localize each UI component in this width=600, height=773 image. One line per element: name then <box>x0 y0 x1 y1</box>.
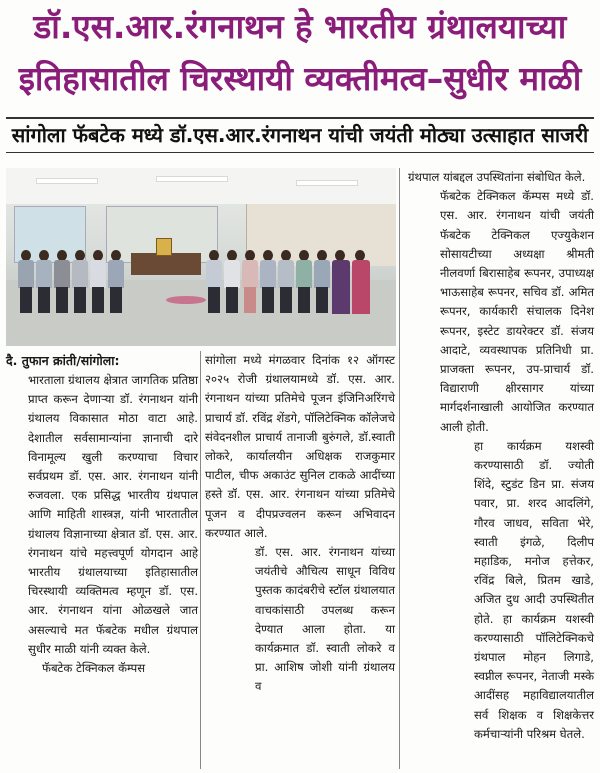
photo-person <box>206 250 222 316</box>
article-paragraph: फॅबटेक टेक्निकल कॅम्पस <box>42 661 146 676</box>
divider <box>6 117 594 119</box>
photo-portrait <box>156 238 172 256</box>
article-paragraph: डॉ. एस. आर. रंगनाथन यांच्या जयंतीचे औचित्य साधून विविध पुस्तक कादंबरीचे स्टॉल ग्रंथालयात वाचकांसाठी उपलब्ध करून देण्यात आला होता. या कार्यक्रमात डॉ. स्वाती लोकरे व प्रा. आशिष जोशी यांनी ग्रंथालय व <box>255 545 395 694</box>
photo-person <box>36 250 52 316</box>
divider <box>6 152 594 153</box>
photo-person <box>242 250 258 316</box>
photo-table <box>131 253 201 275</box>
article-paragraph: फॅबटेक टेक्निकल कॅम्पस मध्ये डॉ. एस. आर. रंगनाथन यांची जयंती फॅबटेक टेक्निकल एज्युकेशन सोसायटीच्या अध्यक्षा श्रीमती नीलवर्णा बिरासाहेब रूपनर, उपाध्यक्ष भाऊसाहेब रूपनर, सचिव डॉ. अमित रूपनर, कार्यकारी संचालक दिनेश रूपनर, इस्टेट डायरेक्टर डॉ. संजय आदाटे, व्यवस्थापक प्रतिनिधी प्रा. प्राजक्ता रूपनर, उप-प्राचार्य डॉ. विद्याराणी क्षीरसागर यांच्या मार्गदर्शनाखाली आयोजित करण्यात आली होती. <box>440 189 594 434</box>
headline-line-2: इतिहासातील चिरस्थायी व्यक्तीमत्व–सुधीर माळी <box>18 59 582 98</box>
photo-person <box>278 250 294 316</box>
event-photo <box>6 168 396 346</box>
photo-person <box>90 250 106 316</box>
photo-light <box>296 180 358 186</box>
photo-person <box>314 250 330 316</box>
article-paragraph: सांगोला मध्ये मंगळवार दिनांक १२ ऑगस्ट २०२५ रोजी ग्रंथालयामध्ये डॉ. एस. आर. रंगनाथन यांच्या प्रतिमेचे पूजन इंजिनिअरिंगचे प्राचार्य डॉ. रविंद्र शेंडगे, पॉलिटेक्निक कॉलेजचे संवेदनशील प्राचार्य तानाजी बुरुंगले, डॉ.स्वाती लोकरे, कार्यालयीन अधिक्षक राजकुमार पाटील, चीफ अकाउंट सुनिल टाकळे आदींच्या हस्ते डॉ. एस. आर. रंगनाथन यांच्या प्रतिमेचे पूजन व दीपप्रज्वलन करून अभिवादन करण्यात आले. <box>205 353 395 540</box>
photo-person <box>18 250 34 316</box>
article-column-1 <box>6 351 198 678</box>
article-paragraph: भारताला ग्रंथालय क्षेत्रात जागतिक प्रतिष्ठा प्राप्त करून देणाऱ्या डॉ. रंगनाथन यांनी ग्रंथालय विकासात मोठा वाटा आहे. देशातील सर्वसामान्यांना ज्ञानाची दारे विनामूल्य खुली करण्याचा विचार सर्वप्रथम डॉ. एस. आर. रंगनाथन यांनी रुजवला. एक प्रसिद्ध भारतीय ग्रंथपाल आणि माहिती शास्त्रज्ञ, यांनी भारतातील ग्रंथालय विज्ञानाच्या क्षेत्रात डॉ. एस. आर. रंगनाथन यांचे महत्त्वपूर्ण योगदान आहे भारतीय ग्रंथालयाच्या इतिहासातील चिरस्थायी व्यक्तिमत्व म्हणून डॉ. एस. आर. रंगनाथन यांना ओळखले जात असल्याचे मत फॅबटेक मधील ग्रंथपाल सुधीर माळी यांनी व्यक्त केले. <box>28 373 198 656</box>
column-divider <box>200 351 201 769</box>
subheadline: सांगोला फॅबटेक मध्ये डॉ.एस.आर.रंगनाथन यांची जयंती मोठ्या उत्साहात साजरी <box>11 123 589 147</box>
headline-line-1: डॉ.एस.आर.रंगनाथन हे भारतीय ग्रंथालयाच्या <box>33 7 567 46</box>
photo-person <box>224 250 240 316</box>
photo-person <box>54 250 70 316</box>
article-paragraph: हा कार्यक्रम यशस्वी करण्यासाठी डॉ. ज्योती शिंदे, स्टुडंट डिन प्रा. संजय पवार, प्रा. शरद आदलिंगे, गौरव जाधव, सविता भेरे, स्वाती इंगळे, दिलीप महाडिक, मनोज हत्तेकर, रविंद्र बिले, प्रितम खाडे, अजित दुध आदी उपस्थितीत होते. हा कार्यक्रम यशस्वी करण्यासाठी पॉलिटेक्निकचे ग्रंथपाल मोहन लिगाडे, स्वप्नील रूपनर, नेताजी मस्के आदींसह महाविद्यालयातील सर्व शिक्षक व शिक्षकेत्तर कर्मचाऱ्यांनी परिश्रम घेतले. <box>474 438 594 741</box>
dateline: दै. तुफान क्रांती/सांगोला: <box>6 353 120 368</box>
article-column-2 <box>205 351 395 697</box>
photo-person <box>352 250 370 316</box>
photo-person <box>296 250 312 316</box>
article-paragraph: ग्रंथपाल यांबद्दल उपस्थितांना संबोधित केले. <box>408 170 586 184</box>
photo-ceiling <box>6 168 396 204</box>
photo-person <box>72 250 88 316</box>
photo-rangoli <box>166 296 206 304</box>
photo-person <box>332 250 350 316</box>
article-column-3 <box>404 168 594 744</box>
photo-person <box>108 250 124 316</box>
photo-person <box>260 250 276 316</box>
photo-light <box>36 178 98 184</box>
photo-light <box>156 176 228 182</box>
column-divider <box>399 168 400 769</box>
